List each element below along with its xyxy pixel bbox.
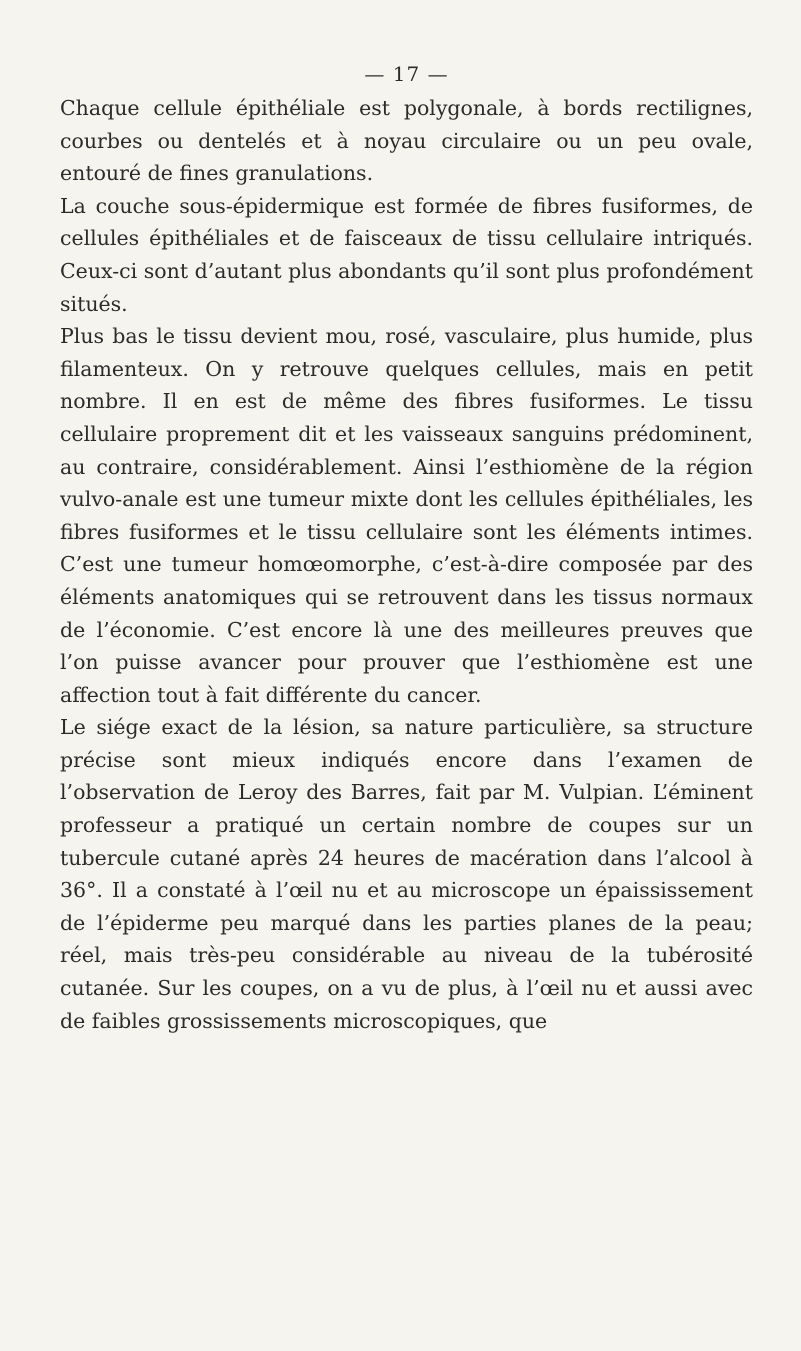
page-number: — 17 — [364,62,449,86]
body-text [60,92,753,1037]
paragraph-1: Chaque cellule épithéliale est polygonale, à bords rectilignes, courbes ou dentelés et à noyau circulaire ou un peu ovale, entouré de fines granulations. [60,96,753,186]
paragraph-3: Plus bas le tissu devient mou, rosé, vasculaire, plus humide, plus filamenteux. On y retrouve quelques cellules, mais en petit nombre. Il en est de même des fibres fusiformes. Le tissu cellulaire proprement dit et les vaisseaux sanguins prédominent, au contraire, considérablement. Ainsi l’esthiomène de la région vulvo-anale est une tumeur mixte dont les cellules épithéliales, les fibres fusiformes et le tissu cellulaire sont les éléments intimes. C’est une tumeur homœomorphe, c’est-à-dire composée par des éléments anatomiques qui se retrouvent dans les tissus normaux de l’économie. C’est encore là une des meilleures preuves que l’on puisse avancer pour prouver que l’esthiomène est une affection tout à fait différente du cancer. [60,324,753,707]
paragraph-2: La couche sous-épidermique est formée de fibres fusiformes, de cellules épithéliales et de faisceaux de tissu cellulaire intriqués. Ceux-ci sont d’autant plus abondants qu’il sont plus profondément situés. [60,193,753,316]
paragraph-4: Le siége exact de la lésion, sa nature particulière, sa structure précise sont mieux indiqués encore dans l’examen de l’observation de Leroy des Barres, fait par M. Vulpian. L’éminent professeur a pratiqué un certain nombre de coupes sur un tubercule cutané après 24 heures de macération dans l’alcool à 36°. Il a constaté à l’œil nu et au microscope un épaississement de l’épiderme peu marqué dans les parties planes de la peau; réel, mais très-peu considérable au niveau de la tubérosité cutanée. Sur les coupes, on a vu de plus, à l’œil nu et aussi avec de faibles grossissements microscopiques, que [60,715,753,1033]
